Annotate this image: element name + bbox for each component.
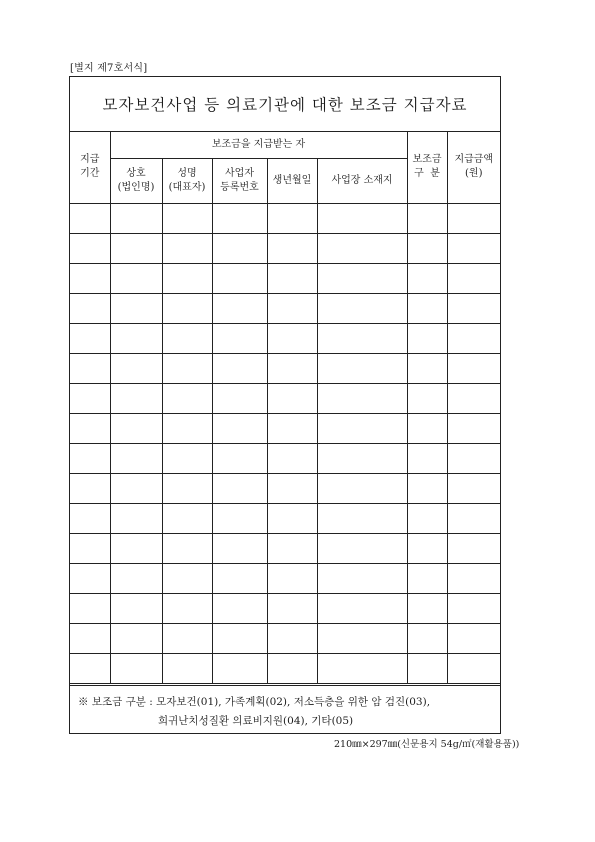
- birth-date-cell[interactable]: [267, 353, 317, 383]
- amount-cell[interactable]: [447, 233, 500, 263]
- amount-cell[interactable]: [447, 473, 500, 503]
- name-cell[interactable]: [162, 503, 212, 533]
- trade-name-cell[interactable]: [110, 563, 162, 593]
- address-cell[interactable]: [317, 353, 407, 383]
- business-reg-cell[interactable]: [212, 443, 267, 473]
- name-cell[interactable]: [162, 563, 212, 593]
- name-cell[interactable]: [162, 233, 212, 263]
- amount-cell[interactable]: [447, 383, 500, 413]
- birth-date-cell[interactable]: [267, 473, 317, 503]
- period-cell[interactable]: [70, 653, 110, 683]
- header-subsidy-type: 보조금 구 분: [407, 131, 447, 203]
- period-cell[interactable]: [70, 533, 110, 563]
- period-cell[interactable]: [70, 353, 110, 383]
- period-cell[interactable]: [70, 383, 110, 413]
- amount-cell[interactable]: [447, 203, 500, 233]
- address-cell[interactable]: [317, 293, 407, 323]
- amount-cell[interactable]: [447, 533, 500, 563]
- name-cell[interactable]: [162, 473, 212, 503]
- header-payment-period: 지급 기간: [70, 131, 110, 203]
- amount-cell[interactable]: [447, 563, 500, 593]
- period-cell[interactable]: [70, 593, 110, 623]
- footnote-line-1: ※ 보조금 구분 : 모자보건(01), 가족계획(02), 저소득층을 위한 암 검진(03),: [78, 696, 431, 708]
- business-reg-cell[interactable]: [212, 653, 267, 683]
- table-row: [70, 263, 500, 293]
- name-cell[interactable]: [162, 263, 212, 293]
- subsidy-type-cell[interactable]: [407, 473, 447, 503]
- header-trade-name: 상호 (법인명): [110, 158, 162, 203]
- subsidy-type-cell[interactable]: [407, 413, 447, 443]
- address-cell[interactable]: [317, 233, 407, 263]
- trade-name-cell[interactable]: [110, 653, 162, 683]
- header-business-address: 사업장 소재지: [317, 158, 407, 203]
- period-cell[interactable]: [70, 503, 110, 533]
- business-reg-cell[interactable]: [212, 623, 267, 653]
- address-cell[interactable]: [317, 323, 407, 353]
- birth-date-cell[interactable]: [267, 383, 317, 413]
- header-business-registration: 사업자 등록번호: [212, 158, 267, 203]
- footnote-line-2: 희귀난치성질환 의료비지원(04), 기타(05): [158, 715, 354, 727]
- trade-name-cell[interactable]: [110, 353, 162, 383]
- period-cell[interactable]: [70, 563, 110, 593]
- amount-cell[interactable]: [447, 263, 500, 293]
- trade-name-cell[interactable]: [110, 443, 162, 473]
- address-cell[interactable]: [317, 593, 407, 623]
- subsidy-type-cell[interactable]: [407, 563, 447, 593]
- address-cell[interactable]: [317, 263, 407, 293]
- business-reg-cell[interactable]: [212, 473, 267, 503]
- amount-cell[interactable]: [447, 323, 500, 353]
- name-cell[interactable]: [162, 323, 212, 353]
- name-cell[interactable]: [162, 353, 212, 383]
- header-recipient-group: 보조금을 지급받는 자: [110, 131, 407, 158]
- business-reg-cell[interactable]: [212, 593, 267, 623]
- birth-date-cell[interactable]: [267, 623, 317, 653]
- amount-cell[interactable]: [447, 443, 500, 473]
- address-cell[interactable]: [317, 203, 407, 233]
- business-reg-cell[interactable]: [212, 563, 267, 593]
- name-cell[interactable]: [162, 593, 212, 623]
- table-row: [70, 473, 500, 503]
- period-cell[interactable]: [70, 263, 110, 293]
- header-birth-date: 생년월일: [267, 158, 317, 203]
- birth-date-cell[interactable]: [267, 413, 317, 443]
- trade-name-cell[interactable]: [110, 263, 162, 293]
- business-reg-cell[interactable]: [212, 353, 267, 383]
- address-cell[interactable]: [317, 623, 407, 653]
- birth-date-cell[interactable]: [267, 533, 317, 563]
- form-frame: [69, 76, 501, 734]
- trade-name-cell[interactable]: [110, 413, 162, 443]
- table-row: [70, 593, 500, 623]
- business-reg-cell[interactable]: [212, 263, 267, 293]
- trade-name-cell[interactable]: [110, 593, 162, 623]
- trade-name-cell[interactable]: [110, 233, 162, 263]
- table-row: [70, 623, 500, 653]
- period-cell[interactable]: [70, 413, 110, 443]
- form-title: 모자보건사업 등 의료기관에 대한 보조금 지급자료: [70, 77, 500, 132]
- address-cell[interactable]: [317, 503, 407, 533]
- address-cell[interactable]: [317, 653, 407, 683]
- trade-name-cell[interactable]: [110, 533, 162, 563]
- trade-name-cell[interactable]: [110, 203, 162, 233]
- business-reg-cell[interactable]: [212, 533, 267, 563]
- header-payment-amount: 지급금액 (원): [447, 131, 500, 203]
- subsidy-type-cell[interactable]: [407, 653, 447, 683]
- birth-date-cell[interactable]: [267, 593, 317, 623]
- trade-name-cell[interactable]: [110, 383, 162, 413]
- form-number-label: [별지 제7호서식]: [70, 63, 148, 74]
- subsidy-type-cell[interactable]: [407, 593, 447, 623]
- name-cell[interactable]: [162, 653, 212, 683]
- table-row: [70, 413, 500, 443]
- business-reg-cell[interactable]: [212, 413, 267, 443]
- trade-name-cell[interactable]: [110, 293, 162, 323]
- business-reg-cell[interactable]: [212, 503, 267, 533]
- subsidy-type-cell[interactable]: [407, 263, 447, 293]
- table-row: [70, 293, 500, 323]
- paper-spec: 210㎜×297㎜(신문용지 54g/㎡(재활용품)): [334, 739, 520, 750]
- birth-date-cell[interactable]: [267, 563, 317, 593]
- table-row: [70, 653, 500, 683]
- amount-cell[interactable]: [447, 413, 500, 443]
- address-cell[interactable]: [317, 443, 407, 473]
- trade-name-cell[interactable]: [110, 503, 162, 533]
- period-cell[interactable]: [70, 623, 110, 653]
- period-cell[interactable]: [70, 293, 110, 323]
- address-cell[interactable]: [317, 413, 407, 443]
- table-row: [70, 383, 500, 413]
- birth-date-cell[interactable]: [267, 323, 317, 353]
- subsidy-type-cell[interactable]: [407, 353, 447, 383]
- subsidy-type-cell[interactable]: [407, 623, 447, 653]
- name-cell[interactable]: [162, 413, 212, 443]
- birth-date-cell[interactable]: [267, 653, 317, 683]
- trade-name-cell[interactable]: [110, 473, 162, 503]
- amount-cell[interactable]: [447, 593, 500, 623]
- table-row: [70, 203, 500, 233]
- business-reg-cell[interactable]: [212, 293, 267, 323]
- period-cell[interactable]: [70, 443, 110, 473]
- subsidy-type-cell[interactable]: [407, 533, 447, 563]
- subsidy-type-cell[interactable]: [407, 383, 447, 413]
- address-cell[interactable]: [317, 563, 407, 593]
- table-row: [70, 503, 500, 533]
- table-row: [70, 233, 500, 263]
- business-reg-cell[interactable]: [212, 233, 267, 263]
- name-cell[interactable]: [162, 533, 212, 563]
- birth-date-cell[interactable]: [267, 233, 317, 263]
- period-cell[interactable]: [70, 233, 110, 263]
- table-row: [70, 563, 500, 593]
- birth-date-cell[interactable]: [267, 443, 317, 473]
- amount-cell[interactable]: [447, 353, 500, 383]
- data-rows: [70, 203, 500, 683]
- birth-date-cell[interactable]: [267, 503, 317, 533]
- subsidy-type-cell[interactable]: [407, 503, 447, 533]
- payment-data-table: [70, 131, 500, 684]
- birth-date-cell[interactable]: [267, 293, 317, 323]
- address-cell[interactable]: [317, 473, 407, 503]
- amount-cell[interactable]: [447, 503, 500, 533]
- name-cell[interactable]: [162, 203, 212, 233]
- table-row: [70, 443, 500, 473]
- address-cell[interactable]: [317, 383, 407, 413]
- period-cell[interactable]: [70, 473, 110, 503]
- trade-name-cell[interactable]: [110, 323, 162, 353]
- name-cell[interactable]: [162, 443, 212, 473]
- business-reg-cell[interactable]: [212, 383, 267, 413]
- business-reg-cell[interactable]: [212, 203, 267, 233]
- amount-cell[interactable]: [447, 623, 500, 653]
- birth-date-cell[interactable]: [267, 203, 317, 233]
- name-cell[interactable]: [162, 623, 212, 653]
- period-cell[interactable]: [70, 323, 110, 353]
- table-row: [70, 353, 500, 383]
- subsidy-type-cell[interactable]: [407, 323, 447, 353]
- period-cell[interactable]: [70, 203, 110, 233]
- header-representative-name: 성명 (대표자): [162, 158, 212, 203]
- subsidy-type-cell[interactable]: [407, 203, 447, 233]
- trade-name-cell[interactable]: [110, 623, 162, 653]
- name-cell[interactable]: [162, 293, 212, 323]
- amount-cell[interactable]: [447, 653, 500, 683]
- birth-date-cell[interactable]: [267, 263, 317, 293]
- subsidy-type-cell[interactable]: [407, 293, 447, 323]
- footnote: [70, 685, 500, 733]
- table-row: [70, 533, 500, 563]
- business-reg-cell[interactable]: [212, 323, 267, 353]
- subsidy-type-cell[interactable]: [407, 233, 447, 263]
- amount-cell[interactable]: [447, 293, 500, 323]
- address-cell[interactable]: [317, 533, 407, 563]
- name-cell[interactable]: [162, 383, 212, 413]
- table-row: [70, 323, 500, 353]
- subsidy-type-cell[interactable]: [407, 443, 447, 473]
